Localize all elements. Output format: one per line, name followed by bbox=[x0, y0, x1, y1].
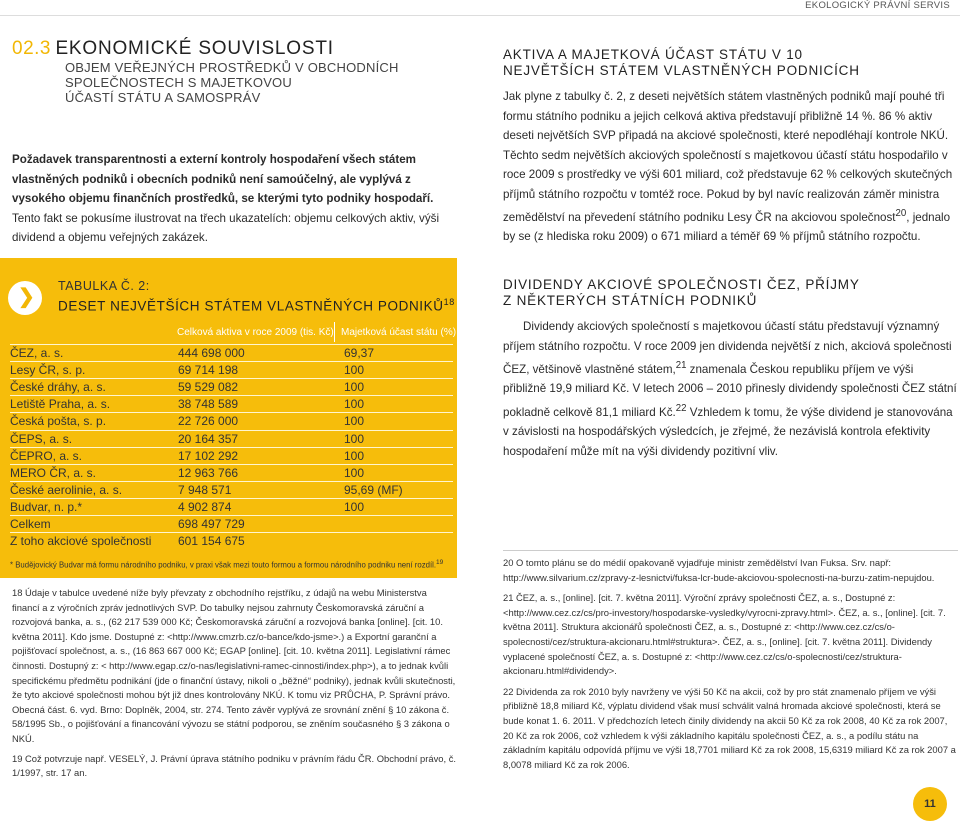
dividend-paragraph bbox=[503, 317, 958, 461]
cell-assets: 22 726 000 bbox=[178, 414, 239, 429]
table-row bbox=[10, 412, 453, 430]
table-row bbox=[10, 361, 453, 379]
cell-share: 100 bbox=[344, 431, 365, 446]
cell-assets: 7 948 571 bbox=[178, 482, 232, 497]
cell-company: Lesy ČR, s. p. bbox=[10, 363, 86, 378]
dividend-heading-line-1: DIVIDENDY AKCIOVÉ SPOLEČNOSTI ČEZ, PŘÍJMY bbox=[503, 277, 860, 292]
footnote-ref-21[interactable]: 21 bbox=[675, 360, 687, 371]
cell-assets: 12 963 766 bbox=[178, 465, 239, 480]
table-total-row bbox=[10, 515, 453, 533]
cell-company: České aerolinie, a. s. bbox=[10, 482, 123, 497]
assets-heading bbox=[503, 47, 860, 79]
cell-share: 100 bbox=[344, 465, 365, 480]
section-subtitle-line-2: SPOLEČNOSTECH S MAJETKOVOU bbox=[65, 75, 292, 90]
cell-assets: 601 154 675 bbox=[178, 534, 245, 549]
table-row bbox=[10, 447, 453, 465]
table-note-text: * Budějovický Budvar má formu národního podniku, v praxi však mezi touto formou a formou národního podniku není rozdíl. bbox=[10, 560, 437, 570]
assets-text-end: , jednalo by se (z hlediska roku 2009) o 671 miliard a téměř 69 % příjmů státního rozpočtu. bbox=[503, 210, 951, 244]
cell-company: Budvar, n. p.* bbox=[10, 499, 83, 514]
table-title-ref: 18 bbox=[443, 297, 455, 307]
footnote-ref-20[interactable]: 20 bbox=[895, 208, 907, 219]
table-row bbox=[10, 395, 453, 413]
assets-text: Jak plyne z tabulky č. 2, z deseti největších státem vlastněných podniků mají pouhé tři formu státního podniku a jejich celková aktiva představují přibližně 14 %. 86 % aktiv deseti největších SVP připadá na akciové společnosti, které nepodléhají kontrole NKÚ. Těchto sedm největších akciových společností s majetkovou účastí státu hospodařilo v roce 2009 s prostředky ve výši 601 miliard, což představuje 62 % celkových skutečných příjmů státního rozpočtu v tomtéž roce. Pokud by byl navíc realizován záměr ministra zemědělství na převedení státního podniku Lesy ČR na akciovou společnost bbox=[503, 90, 953, 224]
cell-share: 100 bbox=[344, 499, 365, 514]
footnotes-left bbox=[12, 586, 457, 786]
cell-assets: 444 698 000 bbox=[178, 346, 245, 360]
header-divider bbox=[0, 15, 960, 16]
cell-assets: 20 164 357 bbox=[178, 431, 239, 446]
cell-share: 69,37 bbox=[344, 346, 375, 360]
cell-share: 100 bbox=[344, 363, 365, 378]
section-subtitle-line-3: ÚČASTÍ STÁTU A SAMOSPRÁV bbox=[65, 90, 261, 105]
footnote-19: 19 Což potvrzuje např. VESELÝ, J. Právní úprava státního podniku v právním řádu ČR. Obchodní právo, č. 1/1997, str. 17 an. bbox=[12, 752, 456, 779]
table-note bbox=[10, 559, 455, 570]
dividend-heading bbox=[503, 277, 860, 309]
cell-share: 100 bbox=[344, 380, 365, 395]
cell-assets: 698 497 729 bbox=[178, 517, 245, 531]
table-note-ref: 19 bbox=[436, 559, 444, 566]
cell-company: Z toho akciové společnosti bbox=[10, 534, 152, 549]
footnotes-right bbox=[503, 556, 958, 778]
cell-company: ČEPRO, a. s. bbox=[10, 448, 83, 463]
section-number: 02.3 bbox=[12, 38, 51, 59]
cell-share: 100 bbox=[344, 414, 365, 429]
cell-company: ČEZ, a. s. bbox=[10, 346, 64, 360]
cell-assets: 17 102 292 bbox=[178, 448, 239, 463]
cell-company: Celkem bbox=[10, 517, 51, 531]
cell-company: Česká pošta, s. p. bbox=[10, 414, 107, 429]
table-subtotal-row bbox=[10, 532, 453, 550]
table-title bbox=[58, 297, 455, 314]
section-heading bbox=[12, 38, 452, 105]
table-title-text: DESET NEJVĚTŠÍCH STÁTEM VLASTNĚNÝCH PODNIKŮ bbox=[58, 298, 444, 314]
table-row bbox=[10, 481, 453, 499]
cell-assets: 59 529 082 bbox=[178, 380, 239, 395]
col-header-assets: Celková aktiva v roce 2009 (tis. Kč) bbox=[177, 327, 334, 338]
section-subtitle-line-1: OBJEM VEŘEJNÝCH PROSTŘEDKŮ V OBCHODNÍCH bbox=[65, 60, 399, 75]
page-number: 11 bbox=[913, 787, 947, 821]
cell-assets: 38 748 589 bbox=[178, 397, 239, 412]
cell-company: MERO ČR, a. s. bbox=[10, 465, 97, 480]
col-header-share: Majetková účast státu (%) bbox=[341, 327, 457, 338]
dividend-heading-line-2: Z NĚKTERÝCH STÁTNÍCH PODNIKŮ bbox=[503, 293, 758, 308]
intro-text: Tento fakt se pokusíme ilustrovat na třech ukazatelích: objemu celkových aktiv, výši dividend a objemu veřejných zakázek. bbox=[12, 211, 440, 244]
section-title: EKONOMICKÉ SOUVISLOSTI bbox=[55, 38, 334, 59]
cell-assets: 69 714 198 bbox=[178, 363, 239, 378]
dividend-text-3: Vzhledem k tomu, že výše dividend je stanovována v závislosti na hospodářských výsledcích, je zřejmé, že nezávislá kontrola efektivity hospodaření může mít na výši dividendy pozitivní vliv. bbox=[503, 405, 953, 458]
table-panel bbox=[0, 258, 457, 578]
intro-paragraph bbox=[12, 150, 452, 248]
table-row bbox=[10, 344, 453, 362]
arrow-icon: ❯ bbox=[8, 281, 42, 315]
footnote-18: 18 Údaje v tabulce uvedené níže byly převzaty z obchodního rejstříku, z údajů na webu Ministerstva financí a z výročních zpráv jednotlivých SVP. Do tabulky nejsou zahrnuty Českomoravská záruční a rozvojová banka, a. s., (62 217 539 000 Kč; Českomoravská záruční a rozvojová banka [online]. [cit. 10. května 2011]. Kdo jsme. Dostupné z: <http://www.cmzrb.cz/o-bance/kdo-jsme>.) a Exportní garanční a pojišťovací společnost, a. s., (16 863 667 000 Kč; EGAP [online]. [cit. 10. května 2011]. Legislativní rámec činnosti. Dostupný z: < http://www.egap.cz/o-nas/legislativni-ramec-cinnosti/index.php>), a to jednak kvůli specifickému předmětu podnikání (jde o finanční ústavy, nikoli o „běžné“ podniky), jednak kvůli skutečnosti, že tyto akciové společnosti mohou být již dnes kontrolovány NKÚ. K tomu viz PRŮCHA, P. Správní právo. Obecná část. 6. vyd. Brno: Doplněk, 2004, str. 274. Tento závěr vyplývá ze srovnání znění § 10 zákona č. 58/1995 Sb., o pojišťování a financování vývozu se státní podporou, se zněním současného § 3 zákona o NKÚ. bbox=[12, 587, 456, 744]
assets-heading-line-1: AKTIVA A MAJETKOVÁ ÚČAST STÁTU V 10 bbox=[503, 47, 803, 62]
cell-share: 100 bbox=[344, 448, 365, 463]
dividend-text: Dividendy akciových společností s majetkovou účastí státu představují významný příjem státního rozpočtu. V roce 2009 jen dividenda největší z nich, akciová společnosti ČEZ, většinově vlastněné státem, bbox=[503, 320, 952, 376]
assets-paragraph bbox=[503, 87, 958, 247]
cell-company: ČEPS, a. s. bbox=[10, 431, 73, 446]
running-header: EKOLOGICKÝ PRÁVNÍ SERVIS bbox=[805, 0, 950, 11]
dividend-text-2: znamenala Českou republiku příjem ve výši přibližně 19,9 miliard Kč. V letech 2006 – 2010 přinesly dividendy společnosti ČEZ státní pokladně celkově 81,1 miliard Kč. bbox=[503, 362, 957, 419]
cell-company: Letiště Praha, a. s. bbox=[10, 397, 111, 412]
assets-heading-line-2: NEJVĚTŠÍCH STÁTEM VLASTNĚNÝCH PODNICÍCH bbox=[503, 63, 860, 78]
footnote-ref-22[interactable]: 22 bbox=[675, 402, 687, 414]
cell-company: České dráhy, a. s. bbox=[10, 380, 106, 395]
footnote-22: 22 Dividenda za rok 2010 byly navrženy ve výši 50 Kč na akcii, což by pro stát znamenalo příjem ve výši přibližně 18,8 miliard Kč, výplatu dividend však musí schválit valná hromada akciové společnosti, která se bude konat 1. 6. 2011. V předchozích letech činily dividendy na akcii 50 Kč za rok 2008, 40 Kč za rok 2007, 20 Kč za rok 2006, což vzhledem k výši základního kapitálu společnosti ČEZ, a. s., a podílu státu na základním kapitálu odpovídá příjmu ve výši 18,7701 miliard Kč za rok 2008, 15,6319 miliard Kč za rok 2007 a 8,0078 miliard Kč za rok 2006. bbox=[503, 685, 956, 770]
table-row bbox=[10, 464, 453, 482]
cell-share: 95,69 (MF) bbox=[344, 482, 403, 497]
cell-share: 100 bbox=[344, 397, 365, 412]
footnote-divider bbox=[503, 550, 958, 551]
cell-assets: 4 902 874 bbox=[178, 499, 232, 514]
footnote-21: 21 ČEZ, a. s., [online]. [cit. 7. května 2011]. Výroční zprávy společnosti ČEZ, a. s., Dostupné z: <http://www.cez.cz/cs/pro-investory/hospodarske-vysledky/vyrocni-zpravy.html>. ČEZ, a. s., [online]. [cit. 7. května 2011]. Struktura akcionářů společnosti ČEZ, a. s., Dostupné z: <http://www.cez.cz/cs/o-spolecnosti/cez/struktura-akcionaru.html#struktura>. ČEZ, a. s., [online]. [cit. 7. května 2011]. Dividendy vyplacené společností ČEZ, a. s. Dostupné z: <http://www.cez.cz/cs/o-spolecnosti/cez/struktura-akcionaru.html#dividendy>. bbox=[503, 592, 946, 677]
footnote-20: 20 O tomto plánu se do médií opakovaně vyjadřuje ministr zemědělství Ivan Fuksa. Srv. např: http://www.silvarium.cz/zpravy-z-lesnictvi/fuksa-lcr-bude-akciovou-spolecnosti-na-burzu-zatim-nepujdou. bbox=[503, 557, 935, 583]
table-row bbox=[10, 430, 453, 448]
intro-bold-text: Požadavek transparentnosti a externí kontroly hospodaření všech státem vlastněných podniků i obecních podniků není samoúčelný, ale vyplývá z vysokého objemu finančních prostředků, se kterými tyto podniky hospodaří. bbox=[12, 153, 434, 205]
table-label: TABULKA Č. 2: bbox=[58, 279, 150, 293]
table-row bbox=[10, 498, 453, 516]
table-row bbox=[10, 378, 453, 396]
